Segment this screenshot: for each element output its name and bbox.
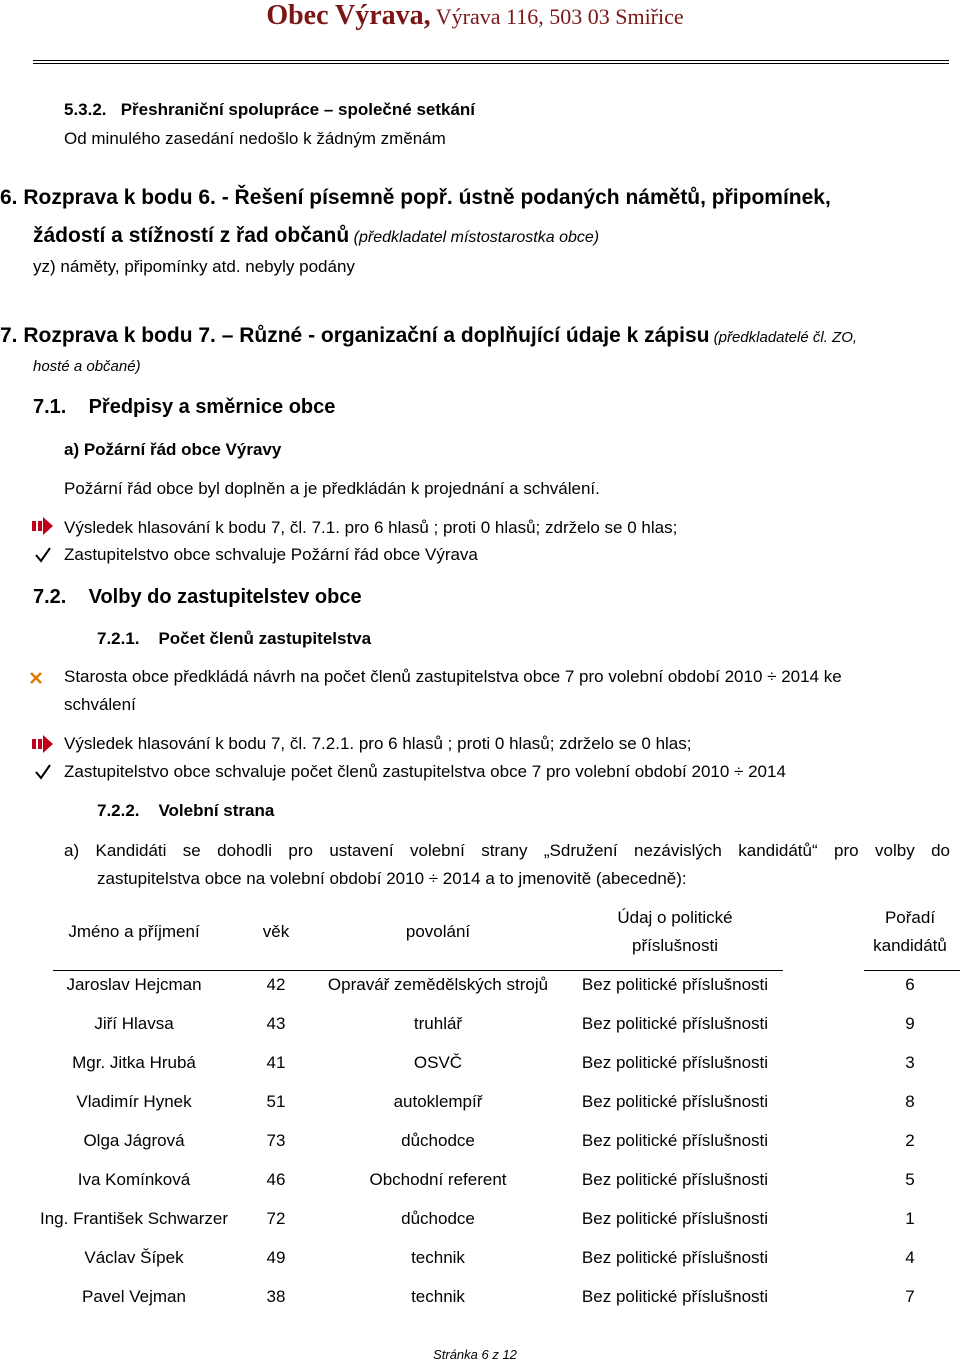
cell-name: Jaroslav Hejcman [66,975,202,994]
cross-icon [28,670,44,686]
cell-occupation: Opravář zemědělských strojů [327,975,549,994]
cell-age: 42 [266,975,286,994]
cell-occupation: OSVČ [413,1053,463,1072]
section-721-text-line2: schválení [64,695,136,714]
cell-order: 7 [905,1287,915,1306]
section-532-heading [64,100,475,120]
cell-political: Bez politické příslušnosti [581,975,769,994]
cell-name: Pavel Vejman [82,1287,186,1306]
page-header [0,0,950,32]
section-532-text: Od minulého zasedání nedošlo k žádným změnám [64,129,446,148]
cell-political: Bez politické příslušnosti [581,1092,769,1111]
section-71-subheading: a) Požární řád obce Výravy [64,440,282,459]
section-722-title: Volební strana [158,801,275,820]
arrow-right-icon [32,517,54,535]
cell-name: Jiří Hlavsa [94,1014,174,1033]
section-71-heading [33,396,335,419]
section-6-line2-note: (předkladatel místostarostka obce) [349,229,600,246]
header-title: Obec Výrava, [266,0,431,31]
cell-order: 3 [905,1053,915,1072]
cell-age: 73 [266,1131,286,1150]
cell-political: Bez politické příslušnosti [581,1053,769,1072]
checkmark-icon [34,546,52,564]
cell-order: 9 [905,1014,915,1033]
page-footer: Stránka 6 z 12 [433,1347,517,1362]
section-721-vote: Výsledek hlasování k bodu 7, čl. 7.2.1. pro 6 hlasů ; proti 0 hlasů; zdrželo se 0 hlas; [64,734,692,753]
section-721-result: Zastupitelstvo obce schvaluje počet členů zastupitelstva obce 7 pro volební období 2010 ÷ 2014 [64,762,786,781]
cell-name: Olga Jágrová [83,1131,185,1150]
section-722-heading [97,801,274,821]
cell-order: 8 [905,1092,915,1111]
cell-name: Iva Komínková [77,1170,191,1189]
checkmark-icon [34,763,52,781]
section-72-number: 7.2. [33,586,67,608]
cell-occupation: autoklempíř [393,1092,483,1111]
cell-age: 46 [266,1170,286,1189]
header-address: Výrava 116, 503 03 Smiřice [430,4,684,29]
cell-political: Bez politické příslušnosti [581,1014,769,1033]
section-6-heading-line2 [33,224,599,248]
cell-age: 49 [266,1248,286,1267]
cell-order: 4 [905,1248,915,1267]
cell-political: Bez politické příslušnosti [581,1170,769,1189]
cell-occupation: technik [411,1287,465,1306]
section-71-title: Předpisy a směrnice obce [88,396,336,418]
cell-age: 51 [266,1092,286,1111]
section-71-result: Zastupitelstvo obce schvaluje Požární řád obce Výrava [64,545,478,564]
section-71-vote: Výsledek hlasování k bodu 7, čl. 7.1. pro 6 hlasů ; proti 0 hlasů; zdrželo se 0 hlas; [64,518,678,537]
section-722-number: 7.2.2. [97,801,140,820]
section-71-text: Požární řád obce byl doplněn a je předkládán k projednání a schválení. [64,479,600,498]
section-72-title: Volby do zastupitelstev obce [88,586,362,608]
cell-political: Bez politické příslušnosti [581,1209,769,1228]
table-header-occupation: povolání [405,922,471,941]
table-header-name: Jméno a příjmení [68,922,200,941]
cell-occupation: Obchodní referent [369,1170,507,1189]
section-71-number: 7.1. [33,396,67,418]
cell-name: Mgr. Jitka Hrubá [72,1053,196,1072]
section-7-heading [0,324,857,348]
cell-political: Bez politické příslušnosti [581,1248,769,1267]
section-7-title: 7. Rozprava k bodu 7. – Různé - organizační a doplňující údaje k zápisu [0,324,710,347]
cell-occupation: důchodce [401,1131,475,1150]
cell-name: Václav Šípek [84,1248,184,1267]
section-72-heading [33,586,362,609]
cell-occupation: truhlář [413,1014,463,1033]
header-rule-2 [33,63,949,64]
table-header-political: Údaj o politické příslušnosti [617,908,733,955]
table-header-rule-right [864,970,960,971]
table-header-rule [53,970,783,971]
section-722-text-line2: zastupitelstva obce na volební období 2010 ÷ 2014 a to jmenovitě (abecedně): [97,869,687,888]
cell-age: 41 [266,1053,286,1072]
cell-order: 2 [905,1131,915,1150]
cell-order: 5 [905,1170,915,1189]
section-721-text-line1: Starosta obce předkládá návrh na počet členů zastupitelstva obce 7 pro volební období 2010 ÷ 2014 ke [64,667,842,686]
cell-name: Ing. František Schwarzer [39,1209,228,1228]
section-721-heading [97,629,371,649]
cell-order: 6 [905,975,915,994]
section-532-number: 5.3.2. [64,100,107,119]
cell-political: Bez politické příslušnosti [581,1131,769,1150]
cell-age: 72 [266,1209,286,1228]
cell-occupation: důchodce [401,1209,475,1228]
cell-order: 1 [905,1209,915,1228]
cell-age: 38 [266,1287,286,1306]
section-722-text-line1: a) Kandidáti se dohodli pro ustavení volební strany „Sdružení nezávislých kandidátů“ pro volby do [64,841,950,860]
cell-age: 43 [266,1014,286,1033]
section-6-line2-text: žádostí a stížností z řad občanů [33,224,350,247]
arrow-right-icon [32,735,54,753]
cell-political: Bez politické příslušnosti [581,1287,769,1306]
cell-name: Vladimír Hynek [76,1092,192,1111]
table-header-order: Pořadí kandidátů [873,908,947,955]
section-721-title: Počet členů zastupitelstva [158,629,372,648]
section-721-number: 7.2.1. [97,629,140,648]
cell-occupation: technik [411,1248,465,1267]
section-6-heading: 6. Rozprava k bodu 6. - Řešení písemně popř. ústně podaných námětů, připomínek, [0,186,831,209]
section-6-text: yz) náměty, připomínky atd. nebyly podány [33,257,355,276]
header-rule [33,60,949,61]
section-532-title: Přeshraniční spolupráce – společné setkání [120,100,476,119]
section-7-note: (předkladatelé čl. ZO, [709,329,858,346]
table-header-age: věk [262,922,290,941]
section-7-note-line2: hosté a občané) [33,358,141,375]
